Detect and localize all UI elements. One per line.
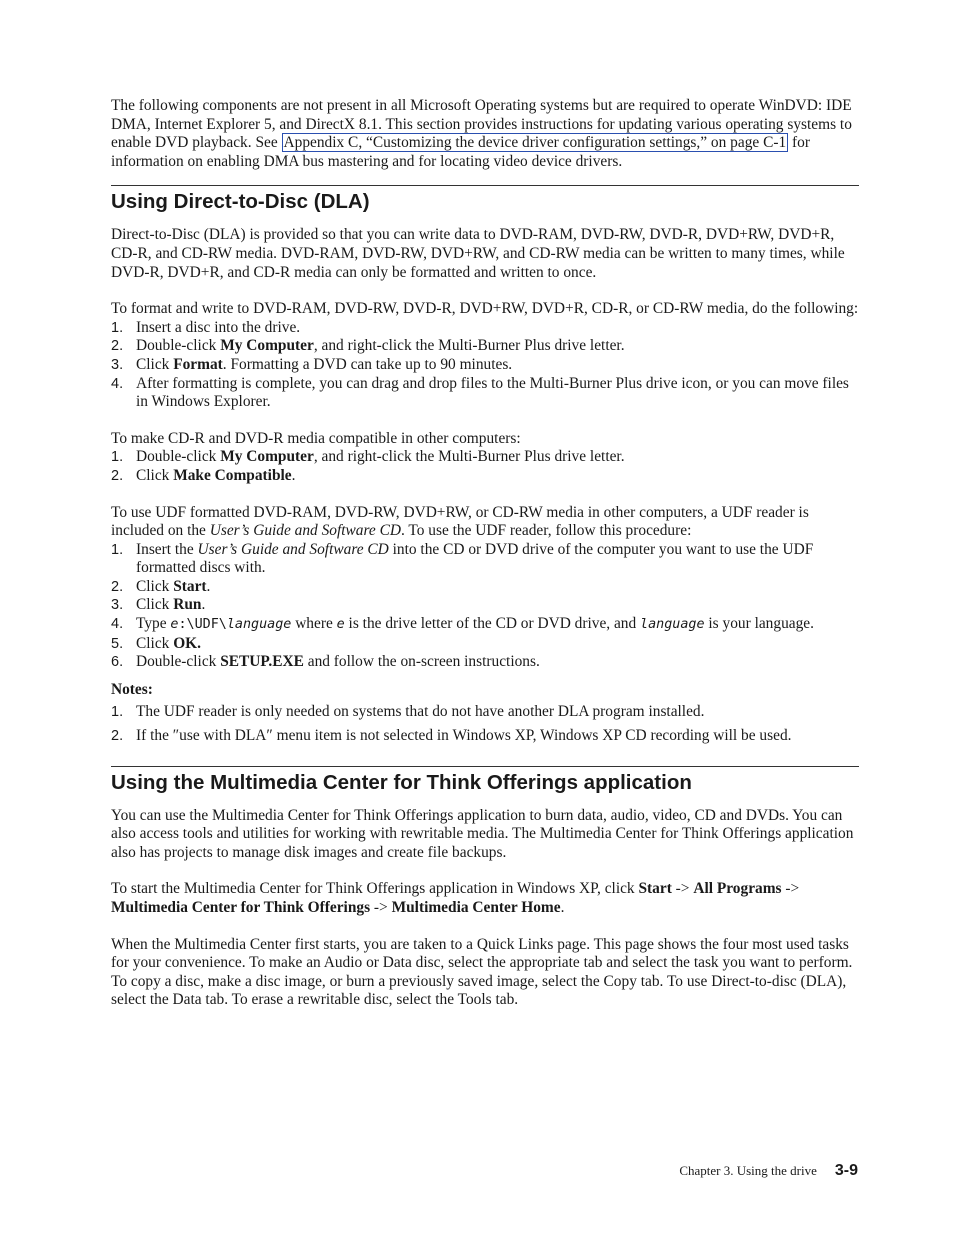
list-item: 2. If the ″use with DLA″ menu item is not selected in Windows XP, Windows XP CD recording will be used.	[111, 727, 792, 745]
code-language: language	[226, 617, 292, 633]
section-heading-multimedia-center: Using the Multimedia Center for Think Offerings application	[111, 766, 859, 795]
list-item: 2. Double-click My Computer, and right-click the Multi-Burner Plus drive letter.	[111, 337, 625, 355]
list-item: 5. Click OK.	[111, 634, 201, 652]
notes-list	[111, 703, 859, 745]
list-item: 1. The UDF reader is only needed on systems that do not have another DLA program installed.	[111, 703, 705, 721]
dla-paragraph-3: To make CD-R and DVD-R media compatible in other computers:	[111, 429, 521, 447]
notes-label: Notes:	[111, 680, 153, 698]
section-heading-dla: Using Direct-to-Disc (DLA)	[111, 185, 859, 214]
list-item: 2. Click Make Compatible.	[111, 466, 296, 484]
code-language: language	[640, 617, 705, 633]
list-item: 1. Double-click My Computer, and right-click the Multi-Burner Plus drive letter.	[111, 448, 625, 466]
list-item: 1. Insert a disc into the drive.	[111, 318, 301, 336]
page-footer	[679, 1162, 858, 1180]
format-steps-list	[111, 319, 859, 412]
page-number: 3-9	[834, 1162, 858, 1179]
appendix-c-link[interactable]: Appendix C, “Customizing the device driver configuration settings,” on page C-1	[283, 134, 787, 152]
footer-chapter: Chapter 3. Using the drive	[679, 1163, 817, 1178]
dla-paragraph-1: Direct-to-Disc (DLA) is provided so that you can write data to DVD-RAM, DVD-RW, DVD-R, DVD+RW, DVD+R, CD-R, and CD-RW media. DVD-RAM, DVD-RW, DVD+RW, and CD-RW media can be written to many times, while DVD-R, DVD+R, and CD-R media can only be formatted and written to once.	[111, 226, 845, 281]
intro-text-end: for information on enabling DMA bus mastering and for locating video device drivers.	[111, 134, 810, 170]
compatible-steps-list	[111, 448, 859, 485]
dla-paragraph-2: To format and write to DVD-RAM, DVD-RW, DVD-R, DVD+RW, DVD+R, CD-R, or CD-RW media, do the following:	[111, 300, 859, 318]
list-item: 3. Click Run.	[111, 596, 206, 614]
list-item: 4. Type e:\UDF\language where e is the drive letter of the CD or DVD drive, and language is your language.	[111, 615, 814, 633]
dla-paragraph-4: To use UDF formatted DVD-RAM, DVD-RW, DVD+RW, or CD-RW media in other computers, a UDF reader is included on the User’s Guide and Software CD. To use the UDF reader, follow this procedure:	[111, 503, 809, 540]
list-item: 2. Click Start.	[111, 577, 211, 595]
intro-text: The following components are not present in all Microsoft Operating systems but are required to operate WinDVD: IDE DMA, Internet Explorer 5, and DirectX 8.1. This section provides instructions for updating various operating systems to enable DVD playback. See	[111, 97, 852, 152]
document-page	[111, 97, 859, 1010]
code-drive-letter: e	[336, 617, 345, 633]
list-item: 4. After formatting is complete, you can drag and drop files to the Multi-Burner Plus drive icon, or you can move files in Windows Explorer.	[111, 374, 849, 411]
code-path: :\UDF\	[178, 617, 227, 633]
mmc-paragraph-1: You can use the Multimedia Center for Think Offerings application to burn data, audio, video, CD and DVDs. You can also access tools and utilities for working with rewritable media. The Multimedia Center for Think Offerings application also has projects to manage disk images and create file backups.	[111, 806, 854, 861]
mmc-paragraph-2: To start the Multimedia Center for Think Offerings application in Windows XP, click Start -> All Programs -> Multimedia Center for Think Offerings -> Multimedia Center Home.	[111, 880, 800, 916]
udf-steps-list	[111, 541, 859, 672]
list-item: 3. Click Format. Formatting a DVD can take up to 90 minutes.	[111, 355, 513, 373]
list-item: 1. Insert the User’s Guide and Software CD into the CD or DVD drive of the computer you want to use the UDF formatted discs with.	[111, 540, 814, 577]
mmc-paragraph-3: When the Multimedia Center first starts, you are taken to a Quick Links page. This page shows the four most used tasks for your convenience. To make an Audio or Data disc, select the appropriate tab and select the task you want to perform. To copy a disc, make a disc image, or burn a previously saved image, select the Copy tab. To use Direct-to-disc (DLA), select the Data tab. To erase a rewritable disc, select the Tools tab.	[111, 935, 853, 1009]
list-item: 6. Double-click SETUP.EXE and follow the on-screen instructions.	[111, 653, 540, 671]
code-drive-letter: e	[170, 617, 179, 633]
intro-paragraph	[111, 97, 859, 171]
